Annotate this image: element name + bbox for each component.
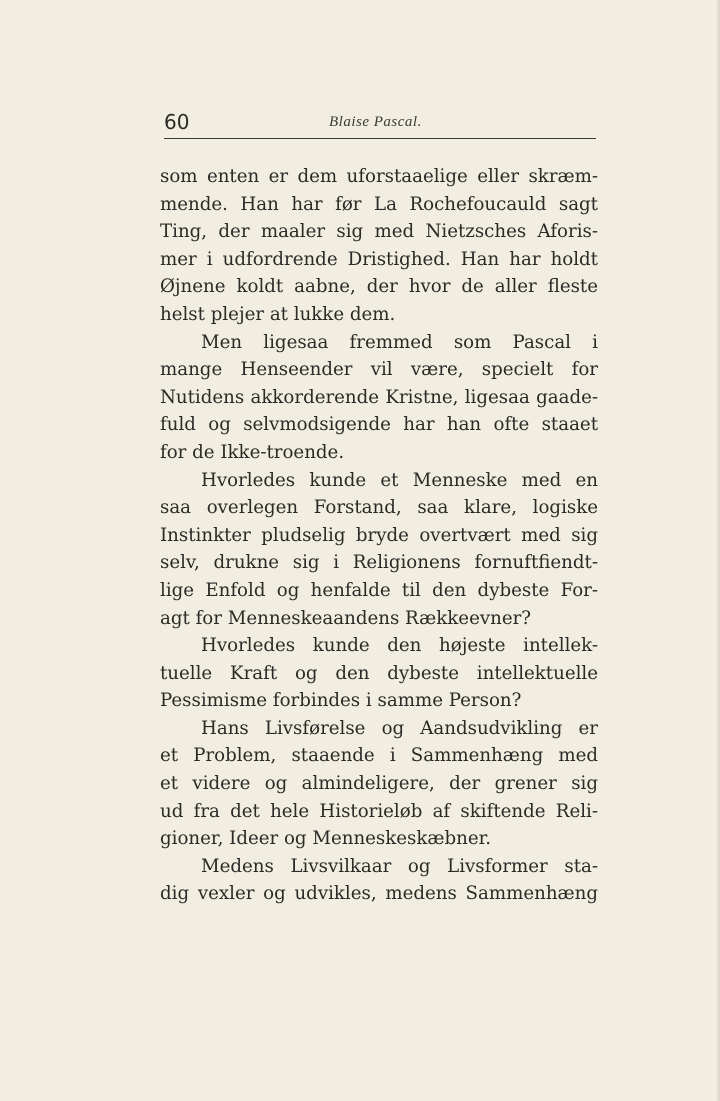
text-line: agt for Menneskeaandens Rækkeevner? <box>160 607 532 629</box>
text-line: for de Ikke-troende. <box>160 441 345 463</box>
paragraph-4 <box>160 632 598 715</box>
text-line: Men ligesaa fremmed som Pascal i <box>201 331 598 353</box>
text-line: saa overlegen Forstand, saa klare, logiske <box>160 497 598 519</box>
text-line: Medens Livsvilkaar og Livsformer sta- <box>201 855 598 877</box>
text-line: mende. Han har før La Rochefoucauld sagt <box>160 193 598 215</box>
text-line: tuelle Kraft og den dybeste intellektuelle <box>160 662 598 684</box>
text-line: Hvorledes kunde den højeste intellek- <box>201 635 598 657</box>
paragraph-5 <box>160 715 598 853</box>
text-line: dig vexler og udvikles, medens Sammenhæng <box>160 883 598 905</box>
text-line: Pessimisme forbindes i samme Person? <box>160 690 522 712</box>
text-line: Nutidens akkorderende Kristne, ligesaa gaade- <box>160 386 598 408</box>
text-line: Hvorledes kunde et Menneske med en <box>201 469 598 491</box>
text-line: mer i udfordrende Dristighed. Han har holdt <box>160 248 598 270</box>
text-line: Øjnene koldt aabne, der hvor de aller fleste <box>160 276 598 298</box>
paragraph-6 <box>160 853 598 908</box>
text-line: Ting, der maaler sig med Nietzsches Aforis- <box>160 221 598 243</box>
text-line: fuld og selvmodsigende har han ofte staaet <box>160 414 598 436</box>
text-line: et Problem, staaende i Sammenhæng med <box>160 745 598 767</box>
page-number: 60 <box>164 110 190 134</box>
text-line: Hans Livsførelse og Aandsudvikling er <box>201 717 598 739</box>
body-text <box>160 163 598 908</box>
page-edge <box>716 0 720 1101</box>
text-line: lige Enfold og henfalde til den dybeste For- <box>160 579 598 601</box>
paragraph-1 <box>160 163 598 329</box>
text-line: gioner, Ideer og Menneskeskæbner. <box>160 828 492 850</box>
text-line: helst plejer at lukke dem. <box>160 303 396 325</box>
running-title: Blaise Pascal. <box>329 114 422 130</box>
paragraph-2 <box>160 329 598 467</box>
text-line: selv, drukne sig i Religionens fornuftfiendt- <box>160 552 598 574</box>
text-line: Instinkter pludselig bryde overtvært med sig <box>160 524 598 546</box>
text-line: som enten er dem uforstaaelige eller skræm- <box>160 166 598 187</box>
text-line: ud fra det hele Historieløb af skiftende Reli- <box>160 800 598 822</box>
paragraph-3 <box>160 467 598 633</box>
running-header <box>164 108 596 139</box>
text-line: et videre og almindeligere, der grener sig <box>160 773 598 795</box>
text-line: mange Henseender vil være, specielt for <box>160 359 598 381</box>
